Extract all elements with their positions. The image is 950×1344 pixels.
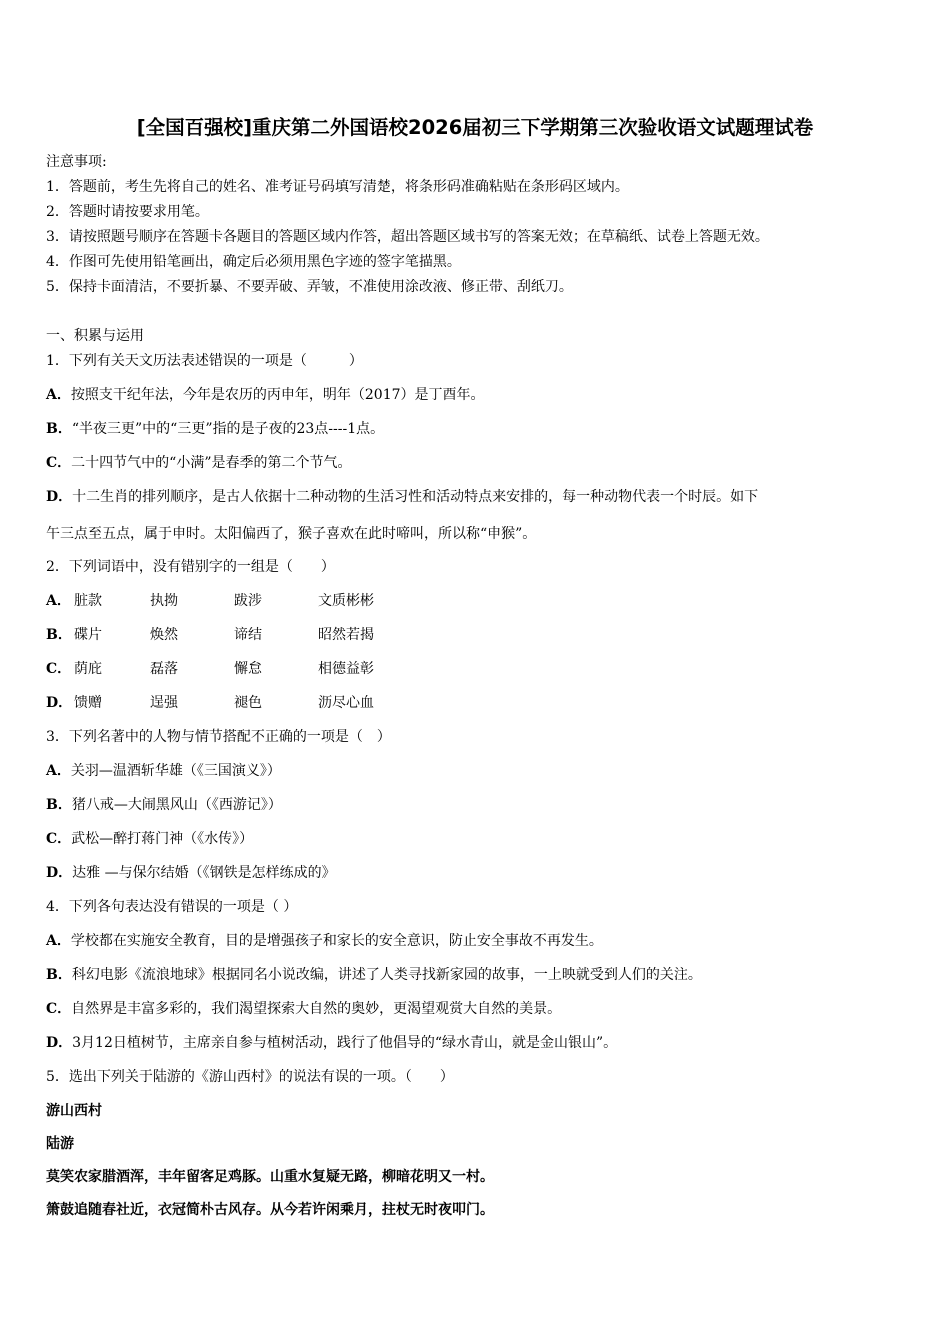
word-1: 荫庇 — [74, 661, 102, 677]
option-letter: C． — [46, 661, 72, 677]
option-text: 学校都在实施安全教育，目的是增强孩子和家长的安全意识，防止安全事故不再发生。 — [70, 933, 603, 949]
notice-item-5: 5．保持卡面清洁，不要折暴、不要弄破、弄皱，不准使用涂改液、修正带、刮纸刀。 — [46, 279, 573, 295]
word-1: 碟片 — [74, 627, 102, 643]
q3-option-c — [46, 829, 253, 849]
option-letter: D． — [46, 1035, 73, 1051]
q1-option-c — [46, 453, 351, 473]
option-letter: B． — [46, 797, 72, 813]
option-text: 自然界是丰富多彩的，我们渴望探索大自然的奥妙，更渴望观赏大自然的美景。 — [71, 1001, 562, 1017]
option-text: 十二生肖的排列顺序，是古人依据十二种动物的生活习性和活动特点来安排的，每一种动物代表一个时辰。如下 — [72, 489, 759, 505]
notice-item-3: 3．请按照题号顺序在答题卡各题目的答题区域内作答，超出答题区域书写的答案无效；在草稿纸、试卷上答题无效。 — [46, 229, 769, 245]
q4-option-a — [46, 931, 603, 951]
word-3: 褪色 — [234, 695, 262, 711]
option-text: 科幻电影《流浪地球》根据同名小说改编，讲述了人类寻找新家园的故事，一上映就受到人们的关注。 — [71, 967, 702, 983]
q3-option-a — [46, 761, 281, 781]
word-3: 谛结 — [234, 627, 262, 643]
section-heading: 一、积累与运用 — [46, 328, 144, 344]
poem-line-1: 莫笑农家腊酒浑，丰年留客足鸡豚。山重水复疑无路，柳暗花明又一村。 — [46, 1169, 494, 1185]
word-3: 跋涉 — [234, 593, 262, 609]
word-3: 懈怠 — [234, 661, 262, 677]
option-text: 关羽—温酒斩华雄（《三国演义》） — [70, 763, 281, 779]
notice-heading: 注意事项: — [46, 154, 107, 170]
option-text: 武松—醉打蒋门神（《水传》） — [71, 831, 254, 847]
q4-stem: 4．下列各句表达没有错误的一项是（ ） — [46, 899, 298, 915]
word-1: 馈赠 — [74, 695, 102, 711]
option-letter: B． — [46, 627, 72, 643]
q3-stem: 3．下列名著中的人物与情节搭配不正确的一项是（ ） — [46, 729, 391, 745]
poem-title: 游山西村 — [46, 1103, 102, 1119]
notice-item-4: 4．作图可先使用铅笔画出，确定后必须用黑色字迹的签字笔描黑。 — [46, 254, 461, 270]
word-1: 脏款 — [74, 593, 102, 609]
option-letter: A． — [46, 387, 71, 403]
word-2: 逞强 — [150, 695, 178, 711]
q3-option-b — [46, 795, 282, 815]
option-text: 猪八戒—大闹黑风山（《西游记》） — [71, 797, 282, 813]
option-text: 3月12日植树节，主席亲自参与植树活动，践行了他倡导的“绿水青山，就是金山银山”。 — [72, 1035, 618, 1051]
option-letter: C． — [46, 1001, 72, 1017]
poem-line-2: 箫鼓追随春社近，衣冠简朴古风存。从今若许闲乘月，拄杖无时夜叩门。 — [46, 1202, 494, 1218]
q5-stem: 5．选出下列关于陆游的《游山西村》的说法有误的一项。（ ） — [46, 1069, 454, 1085]
option-text: 二十四节气中的“小满”是春季的第二个节气。 — [71, 455, 352, 471]
q1-option-a — [46, 385, 485, 405]
option-letter: D． — [46, 489, 73, 505]
poem-author: 陆游 — [46, 1136, 74, 1152]
option-letter: B． — [46, 967, 72, 983]
option-letter: A． — [46, 933, 71, 949]
q3-option-d — [46, 863, 336, 883]
page-title: [全国百强校]重庆第二外国语校2026届初三下学期第三次验收语文试题理试卷 — [136, 116, 814, 139]
option-letter: A． — [46, 763, 71, 779]
option-letter: D． — [46, 865, 73, 881]
q4-option-d — [46, 1033, 617, 1053]
notice-item-1: 1．答题前，考生先将自己的姓名、准考证号码填写清楚，将条形码准确粘贴在条形码区域内。 — [46, 179, 629, 195]
q1-option-d-continued: 午三点至五点，属于申时。太阳偏西了，猴子喜欢在此时啼叫，所以称“申猴”。 — [46, 526, 537, 542]
option-text: 达雅 —与保尔结婚（《钢铁是怎样练成的》 — [72, 865, 336, 881]
q4-option-b — [46, 965, 702, 985]
word-4: 文质彬彬 — [318, 593, 374, 609]
option-text: 按照支干纪年法，今年是农历的丙申年，明年（2017）是丁酉年。 — [70, 387, 485, 403]
option-letter: B． — [46, 421, 72, 437]
word-4: 相德益彰 — [318, 661, 374, 677]
q1-option-d — [46, 487, 758, 507]
q2-stem: 2．下列词语中，没有错别字的一组是（ ） — [46, 559, 335, 575]
word-2: 焕然 — [150, 627, 178, 643]
option-letter: A． — [46, 593, 71, 609]
notice-item-2: 2．答题时请按要求用笔。 — [46, 204, 209, 220]
word-4: 沥尽心血 — [318, 695, 374, 711]
word-2: 执拗 — [150, 593, 178, 609]
word-4: 昭然若揭 — [318, 627, 374, 643]
option-letter: C． — [46, 831, 72, 847]
word-2: 磊落 — [150, 661, 178, 677]
option-letter: D． — [46, 695, 73, 711]
q4-option-c — [46, 999, 561, 1019]
option-letter: C． — [46, 455, 72, 471]
q1-option-b — [46, 419, 384, 439]
option-text: “半夜三更”中的“三更”指的是子夜的23点----1点。 — [71, 421, 385, 437]
q1-stem: 1．下列有关天文历法表述错误的一项是（ ） — [46, 353, 363, 369]
